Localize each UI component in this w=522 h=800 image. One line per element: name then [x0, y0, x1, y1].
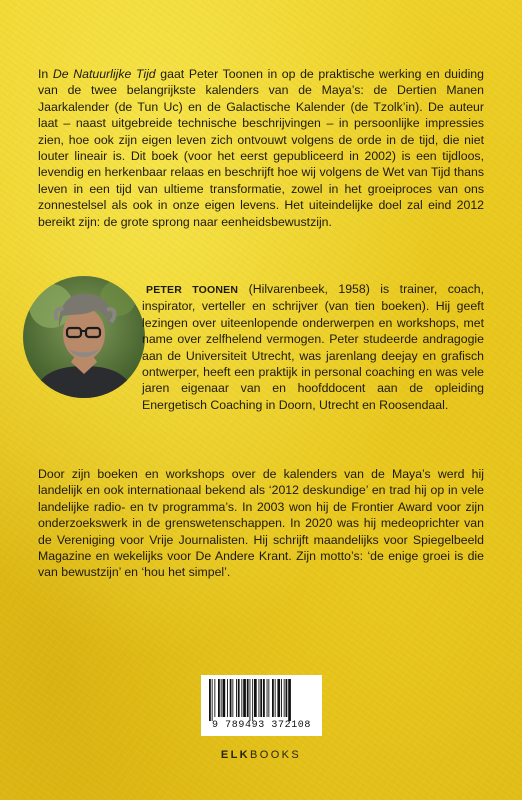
barcode-bar: [241, 679, 242, 717]
author-photo: [23, 276, 145, 398]
author-bio: [142, 281, 484, 413]
barcode-bar: [212, 679, 213, 721]
barcode-bar: [275, 679, 276, 717]
publisher-logo: [0, 749, 522, 761]
book-description: [38, 66, 484, 230]
barcode-bar: [281, 679, 282, 717]
barcode-bar: [238, 679, 240, 717]
barcode-bar: [267, 679, 268, 717]
barcode-bar: [218, 679, 220, 717]
barcode-bar: [284, 679, 285, 717]
barcode-bar: [260, 679, 262, 717]
barcode-bar: [221, 679, 222, 717]
barcode-bars: [207, 679, 316, 721]
barcode-bar: [214, 679, 215, 717]
publisher-name-lead: ELK: [220, 749, 251, 761]
author-portrait-illustration: [23, 276, 145, 398]
barcode-bar: [250, 679, 251, 721]
author-achievements: Door zijn boeken en workshops over de kalenders van de Maya’s werd hij landelijk en ook internationaal bekend als ‘2012 deskundige’ en trad hij op in vele landelijke radio- en tv programma’s. In 2003 won hij de Frontier Award voor zijn onderzoekswerk in de grenswetenschappen. In 2020 was hij medeoprichter van de Vereniging voor Vrije Journalisten. Hij schrijft maandelijks voor Spiegelbeeld Magazine en wekelijks voor De Andere Krant. Zijn motto’s: ‘de enige groei is die van bewustzijn’ en ‘hou het simpel’.: [38, 467, 484, 580]
barcode-bar: [286, 679, 288, 717]
barcode-bar: [268, 679, 269, 717]
barcode-bar: [227, 679, 228, 717]
barcode-bar: [232, 679, 233, 717]
barcode-bar: [223, 679, 226, 717]
intro-body: gaat Peter Toonen in op de praktische werking en duiding van de twee belangrijkste kalenders van de Maya’s: de Dertien Manen Jaarkalender (de Tun Uc) en de Galactische Kalender (de Tzolk’in). De auteur laat – naast uitgebreide technische beschrijvingen – in persoonlijke impressies zien, hoe ook zijn eigen leven zich ontvouwt volgens de orde in de tijd, die niet louter lineair is. Dit boek (voor het eerst gepubliceerd in 2002) is een tijdloos, levendig en herkenbaar relaas en beschrijft hoe wij volgens de Wet van Tijd thans leven in een tijd van ultieme transformatie, zowel in het groeiproces van ons zonnestelsel als ook in onze eigen levens. Het uiteindelijke doel zal eind 2012 bereikt zijn: de grote sprong naar eenheidsbewustzijn.: [38, 67, 484, 229]
publisher-name-rest: BOOKS: [250, 749, 302, 761]
intro-lead: In: [38, 67, 53, 81]
author-name: PETER TOONEN: [146, 284, 239, 296]
isbn-barcode: [201, 675, 322, 736]
barcode-bar: [288, 679, 291, 721]
barcode-bar: [259, 679, 260, 717]
barcode-bar: [277, 679, 280, 717]
author-bio-text: (Hilvarenbeek, 1958) is trainer, coach, inspirator, verteller en schrijver (van tien boeken). Hij geeft lezingen over uiteenlopende onderwerpen en workshops, met name over zelfhelend vermogen. Peter studeerde andragogie aan de Universiteit Utrecht, was jarenlang deejay en grafisch ontwerper, heeft een praktijk in personal coaching en was vele jaren eigenaar van en hoofddocent aan de opleiding Energetisch Coaching in Doorn, Utrecht en Roosendaal.: [142, 282, 484, 412]
barcode-bar: [263, 679, 265, 717]
barcode-bar: [236, 679, 237, 717]
book-title: De Natuurlijke Tijd: [52, 67, 156, 81]
isbn-digits: 9 789493 372108: [211, 720, 311, 731]
barcode-bar: [209, 679, 211, 721]
barcode-bar: [230, 679, 232, 717]
barcode-bar: [252, 679, 253, 721]
barcode-bar: [247, 679, 249, 717]
barcode-bar: [254, 679, 257, 717]
barcode-bar: [272, 679, 274, 717]
barcode-bar: [243, 679, 246, 717]
